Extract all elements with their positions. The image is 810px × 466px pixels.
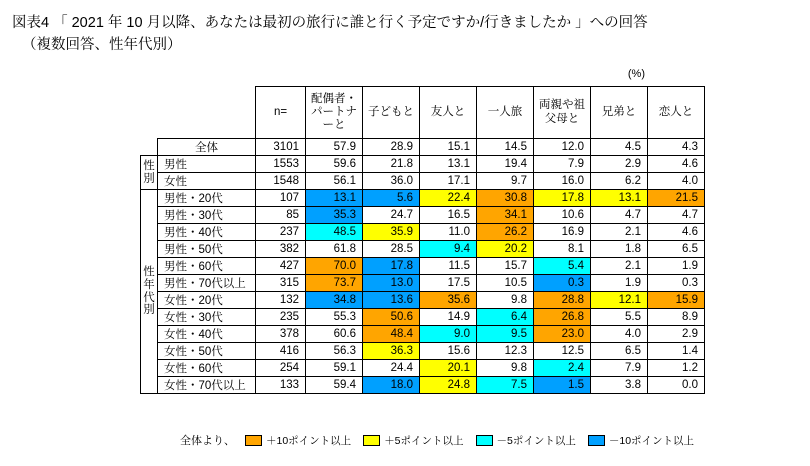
- title-line-1: 図表4 「 2021 年 10 月以降、あなたは最初の旅行に誰と行く予定ですか/行きましたか 」への回答: [12, 15, 648, 31]
- data-cell: 1.9: [648, 258, 705, 275]
- data-cell: 6.5: [648, 241, 705, 258]
- data-cell: 56.1: [306, 173, 363, 190]
- data-cell: 16.9: [534, 224, 591, 241]
- row-sample-size: 235: [256, 309, 306, 326]
- row-label: 男性・70代以上: [158, 275, 256, 292]
- row-label: 男性・20代: [158, 190, 256, 207]
- legend-item: [476, 433, 576, 448]
- table-header-row: [141, 87, 705, 139]
- data-cell: 1.2: [648, 360, 705, 377]
- data-cell: 9.7: [477, 173, 534, 190]
- data-cell: 4.3: [648, 139, 705, 156]
- data-cell: 3.8: [591, 377, 648, 394]
- table-row: [141, 207, 705, 224]
- data-cell: 16.0: [534, 173, 591, 190]
- data-cell: 2.9: [648, 326, 705, 343]
- data-cell: 13.1: [420, 156, 477, 173]
- data-cell: 1.8: [591, 241, 648, 258]
- data-cell: 17.5: [420, 275, 477, 292]
- row-group-label: 性 別: [141, 156, 158, 190]
- legend-item: [363, 433, 463, 448]
- data-cell: 24.7: [363, 207, 420, 224]
- data-cell: 15.1: [420, 139, 477, 156]
- row-sample-size: 416: [256, 343, 306, 360]
- data-cell: 19.4: [477, 156, 534, 173]
- data-cell: 55.3: [306, 309, 363, 326]
- legend-lead-label: 全体より、: [180, 435, 235, 447]
- data-cell: 34.8: [306, 292, 363, 309]
- data-cell: 59.4: [306, 377, 363, 394]
- data-cell: 28.8: [534, 292, 591, 309]
- table-row: [141, 156, 705, 173]
- data-cell: 9.4: [420, 241, 477, 258]
- column-header-partner-lover: 恋人と: [648, 87, 705, 139]
- data-cell: 2.1: [591, 224, 648, 241]
- row-label: 男性・50代: [158, 241, 256, 258]
- legend-swatch: [245, 435, 262, 446]
- row-sample-size: 254: [256, 360, 306, 377]
- title-line-2: （複数回答、性年代別）: [22, 37, 182, 54]
- data-cell: 15.7: [477, 258, 534, 275]
- data-cell: 73.7: [306, 275, 363, 292]
- data-cell: 11.0: [420, 224, 477, 241]
- legend-item: [245, 433, 351, 448]
- row-label: 男性: [158, 156, 256, 173]
- row-label: 男性・30代: [158, 207, 256, 224]
- row-sample-size: 85: [256, 207, 306, 224]
- table-row: [141, 326, 705, 343]
- data-cell: 8.1: [534, 241, 591, 258]
- column-header-children: 子どもと: [363, 87, 420, 139]
- data-cell: 2.4: [534, 360, 591, 377]
- data-cell: 12.0: [534, 139, 591, 156]
- data-cell: 7.9: [534, 156, 591, 173]
- data-cell: 1.4: [648, 343, 705, 360]
- data-cell: 4.0: [591, 326, 648, 343]
- data-cell: 12.3: [477, 343, 534, 360]
- legend-item: [588, 433, 694, 448]
- data-cell: 35.3: [306, 207, 363, 224]
- data-cell: 28.9: [363, 139, 420, 156]
- data-cell: 21.5: [648, 190, 705, 207]
- legend-label: －10ポイント以上: [608, 434, 695, 447]
- column-header-spouse-partner: 配偶者・パートナーと: [306, 87, 363, 139]
- data-cell: 0.3: [648, 275, 705, 292]
- data-cell: 13.1: [306, 190, 363, 207]
- data-cell: 20.2: [477, 241, 534, 258]
- data-cell: 28.5: [363, 241, 420, 258]
- data-cell: 17.1: [420, 173, 477, 190]
- data-cell: 61.8: [306, 241, 363, 258]
- legend-swatch: [588, 435, 605, 446]
- header-row-label-spacer: [158, 87, 256, 139]
- data-cell: 9.0: [420, 326, 477, 343]
- row-group-label: 性 年 代 別: [141, 190, 158, 394]
- row-sample-size: 378: [256, 326, 306, 343]
- data-cell: 4.7: [648, 207, 705, 224]
- legend-swatch: [363, 435, 380, 446]
- data-cell: 12.1: [591, 292, 648, 309]
- data-cell: 10.6: [534, 207, 591, 224]
- data-cell: 4.5: [591, 139, 648, 156]
- row-sample-size: 1553: [256, 156, 306, 173]
- data-cell: 57.9: [306, 139, 363, 156]
- data-cell: 18.0: [363, 377, 420, 394]
- row-label: 女性・30代: [158, 309, 256, 326]
- row-sample-size: 132: [256, 292, 306, 309]
- row-label: 女性・20代: [158, 292, 256, 309]
- data-cell: 20.1: [420, 360, 477, 377]
- page-title: [12, 12, 792, 57]
- table-row: [141, 224, 705, 241]
- response-data-table: [140, 86, 705, 394]
- table-row: [141, 139, 705, 156]
- row-label: 女性・50代: [158, 343, 256, 360]
- row-group-label: [141, 139, 158, 156]
- row-label: 全体: [158, 139, 256, 156]
- table-row: [141, 241, 705, 258]
- data-cell: 56.3: [306, 343, 363, 360]
- data-cell: 16.5: [420, 207, 477, 224]
- data-cell: 26.8: [534, 309, 591, 326]
- table-row: [141, 360, 705, 377]
- data-cell: 10.5: [477, 275, 534, 292]
- data-cell: 13.0: [363, 275, 420, 292]
- data-cell: 9.5: [477, 326, 534, 343]
- row-sample-size: 1548: [256, 173, 306, 190]
- data-cell: 13.1: [591, 190, 648, 207]
- legend-label: ＋10ポイント以上: [266, 434, 352, 447]
- data-cell: 6.5: [591, 343, 648, 360]
- table-row: [141, 292, 705, 309]
- table-row: [141, 275, 705, 292]
- data-cell: 9.8: [477, 292, 534, 309]
- data-cell: 48.4: [363, 326, 420, 343]
- data-cell: 21.8: [363, 156, 420, 173]
- data-cell: 0.3: [534, 275, 591, 292]
- data-cell: 1.9: [591, 275, 648, 292]
- data-cell: 36.0: [363, 173, 420, 190]
- data-cell: 59.1: [306, 360, 363, 377]
- data-cell: 17.8: [534, 190, 591, 207]
- data-cell: 26.2: [477, 224, 534, 241]
- data-cell: 30.8: [477, 190, 534, 207]
- data-cell: 15.9: [648, 292, 705, 309]
- data-cell: 15.6: [420, 343, 477, 360]
- row-sample-size: 315: [256, 275, 306, 292]
- data-cell: 48.5: [306, 224, 363, 241]
- data-cell: 11.5: [420, 258, 477, 275]
- data-cell: 4.6: [648, 224, 705, 241]
- column-header-n: n=: [256, 87, 306, 139]
- data-table-wrapper: [140, 86, 705, 394]
- data-cell: 60.6: [306, 326, 363, 343]
- row-label: 男性・60代: [158, 258, 256, 275]
- table-row: [141, 377, 705, 394]
- data-cell: 5.4: [534, 258, 591, 275]
- data-cell: 34.1: [477, 207, 534, 224]
- data-cell: 4.0: [648, 173, 705, 190]
- legend-swatch: [476, 435, 493, 446]
- row-sample-size: 107: [256, 190, 306, 207]
- column-header-parents-grandparents: 両親や祖父母と: [534, 87, 591, 139]
- data-cell: 7.9: [591, 360, 648, 377]
- data-cell: 0.0: [648, 377, 705, 394]
- data-cell: 1.5: [534, 377, 591, 394]
- data-cell: 7.5: [477, 377, 534, 394]
- row-label: 女性・70代以上: [158, 377, 256, 394]
- data-cell: 23.0: [534, 326, 591, 343]
- data-cell: 14.9: [420, 309, 477, 326]
- header-group-spacer: [141, 87, 158, 139]
- row-label: 女性・60代: [158, 360, 256, 377]
- data-cell: 59.6: [306, 156, 363, 173]
- data-cell: 13.6: [363, 292, 420, 309]
- data-cell: 50.6: [363, 309, 420, 326]
- column-header-siblings: 兄弟と: [591, 87, 648, 139]
- table-row: [141, 309, 705, 326]
- unit-label: (%): [627, 68, 645, 80]
- table-row: [141, 343, 705, 360]
- data-cell: 4.6: [648, 156, 705, 173]
- data-cell: 8.9: [648, 309, 705, 326]
- table-body: [141, 139, 705, 394]
- data-cell: 5.5: [591, 309, 648, 326]
- row-label: 男性・40代: [158, 224, 256, 241]
- row-label: 女性: [158, 173, 256, 190]
- column-header-friends: 友人と: [420, 87, 477, 139]
- data-cell: 35.9: [363, 224, 420, 241]
- table-row: [141, 173, 705, 190]
- data-cell: 17.8: [363, 258, 420, 275]
- row-sample-size: 427: [256, 258, 306, 275]
- data-cell: 24.4: [363, 360, 420, 377]
- table-head: [141, 87, 705, 139]
- data-cell: 12.5: [534, 343, 591, 360]
- table-row: [141, 190, 705, 207]
- row-label: 女性・40代: [158, 326, 256, 343]
- data-cell: 24.8: [420, 377, 477, 394]
- data-cell: 6.4: [477, 309, 534, 326]
- legend-label: －5ポイント以上: [496, 434, 576, 447]
- legend: [180, 432, 706, 448]
- data-cell: 4.7: [591, 207, 648, 224]
- data-cell: 22.4: [420, 190, 477, 207]
- data-cell: 6.2: [591, 173, 648, 190]
- row-sample-size: 3101: [256, 139, 306, 156]
- column-header-solo: 一人旅: [477, 87, 534, 139]
- data-cell: 70.0: [306, 258, 363, 275]
- data-cell: 2.1: [591, 258, 648, 275]
- data-cell: 35.6: [420, 292, 477, 309]
- row-sample-size: 133: [256, 377, 306, 394]
- row-sample-size: 237: [256, 224, 306, 241]
- data-cell: 2.9: [591, 156, 648, 173]
- data-cell: 9.8: [477, 360, 534, 377]
- data-cell: 14.5: [477, 139, 534, 156]
- data-cell: 36.3: [363, 343, 420, 360]
- table-row: [141, 258, 705, 275]
- data-cell: 5.6: [363, 190, 420, 207]
- legend-label: ＋5ポイント以上: [384, 434, 464, 447]
- row-sample-size: 382: [256, 241, 306, 258]
